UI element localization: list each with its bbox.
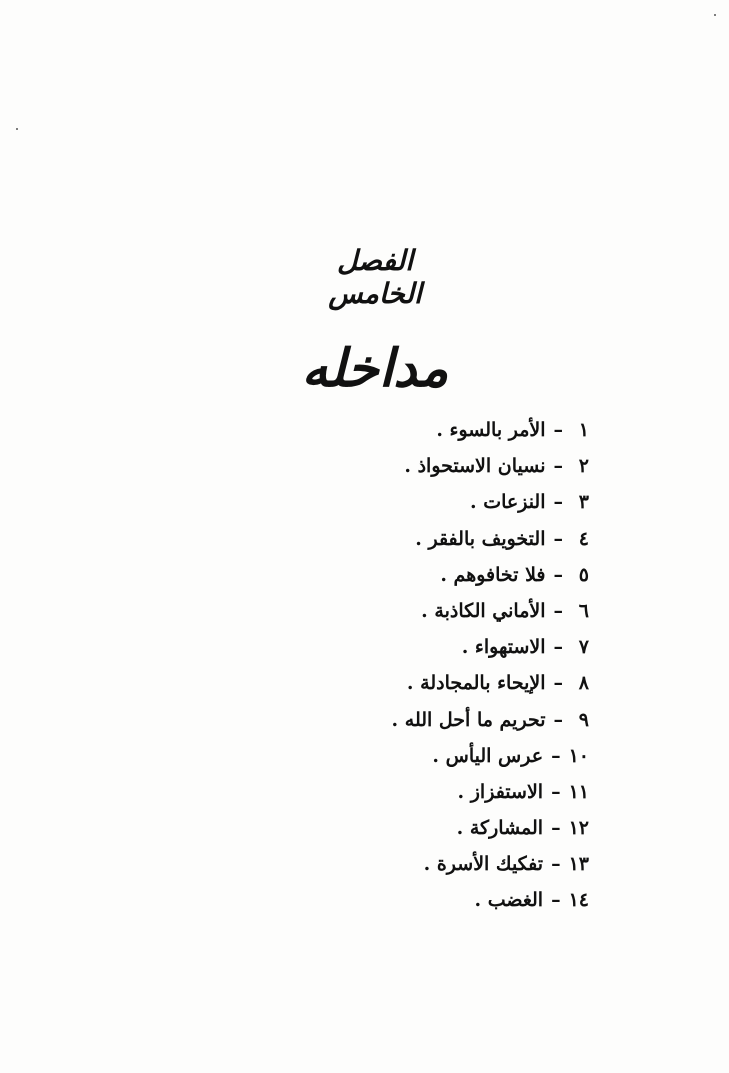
toc-item-separator: – xyxy=(553,455,563,478)
toc-item xyxy=(329,882,589,918)
toc-item-number: ١ xyxy=(578,419,589,441)
toc-item xyxy=(329,521,589,557)
toc-item-text: الأماني الكاذبة . xyxy=(421,599,546,622)
toc-item-text: عرس اليأس . xyxy=(432,744,544,767)
toc-item-separator: – xyxy=(551,817,561,840)
toc-item-number: ٦ xyxy=(578,599,589,622)
toc-item xyxy=(329,665,589,701)
toc-item xyxy=(329,846,589,882)
toc-list xyxy=(329,412,589,919)
toc-item xyxy=(329,738,589,774)
toc-item xyxy=(329,484,589,520)
toc-item-separator: – xyxy=(553,599,563,622)
toc-item xyxy=(329,774,589,810)
toc-item-separator: – xyxy=(553,563,563,586)
toc-item xyxy=(329,448,589,484)
toc-item-number: ١٠ xyxy=(568,744,589,767)
toc-item-text: تحريم ما أحل الله . xyxy=(391,708,546,731)
toc-item-text: الأمر بالسوء . xyxy=(436,419,546,441)
toc-item-number: ٣ xyxy=(578,491,589,514)
toc-item-number: ١٣ xyxy=(568,853,589,876)
toc-item-text: الاستهواء . xyxy=(461,636,546,659)
toc-item-number: ١٤ xyxy=(568,889,589,912)
toc-item-separator: – xyxy=(551,780,561,803)
toc-item-number: ٧ xyxy=(578,636,589,659)
toc-item xyxy=(329,593,589,629)
toc-item xyxy=(329,629,589,665)
toc-item-text: المشاركة . xyxy=(456,817,544,840)
toc-item-text: التخويف بالفقر . xyxy=(415,527,546,550)
toc-item xyxy=(329,557,589,593)
toc-item-separator: – xyxy=(551,853,561,876)
toc-item-number: ٤ xyxy=(578,527,589,550)
toc-item-number: ٥ xyxy=(578,563,589,586)
toc-item-separator: – xyxy=(553,527,563,550)
toc-item-text: نسيان الاستحواذ . xyxy=(404,455,546,478)
toc-item-number: ١١ xyxy=(568,780,589,803)
toc-item-separator: – xyxy=(553,708,563,731)
toc-item-separator: – xyxy=(551,889,561,912)
toc-item-text: الاستفزاز . xyxy=(457,780,544,803)
toc-item xyxy=(329,702,589,738)
section-title: مداخله xyxy=(301,338,449,399)
toc-item-text: الغضب . xyxy=(474,889,544,912)
toc-item-text: الإيحاء بالمجادلة . xyxy=(406,672,546,695)
toc-item-number: ٨ xyxy=(578,672,589,695)
toc-item-separator: – xyxy=(553,491,563,514)
toc-item-separator: – xyxy=(553,636,563,659)
scan-speck xyxy=(16,128,18,130)
toc-item-number: ١٢ xyxy=(568,817,589,840)
chapter-heading: الفصل الخامس xyxy=(328,244,422,310)
toc-item-number: ٢ xyxy=(578,455,589,478)
toc-item-separator: – xyxy=(553,672,563,695)
toc-item-separator: – xyxy=(551,744,561,767)
toc-item-text: تفكيك الأسرة . xyxy=(423,853,544,876)
scan-speck xyxy=(714,14,716,16)
toc-item-text: فلا تخافوهم . xyxy=(440,563,546,586)
toc-item xyxy=(329,810,589,846)
toc-item xyxy=(329,412,589,448)
toc-item-text: النزعات . xyxy=(469,491,546,514)
toc-item-separator: – xyxy=(553,419,563,441)
toc-item-number: ٩ xyxy=(578,708,589,731)
